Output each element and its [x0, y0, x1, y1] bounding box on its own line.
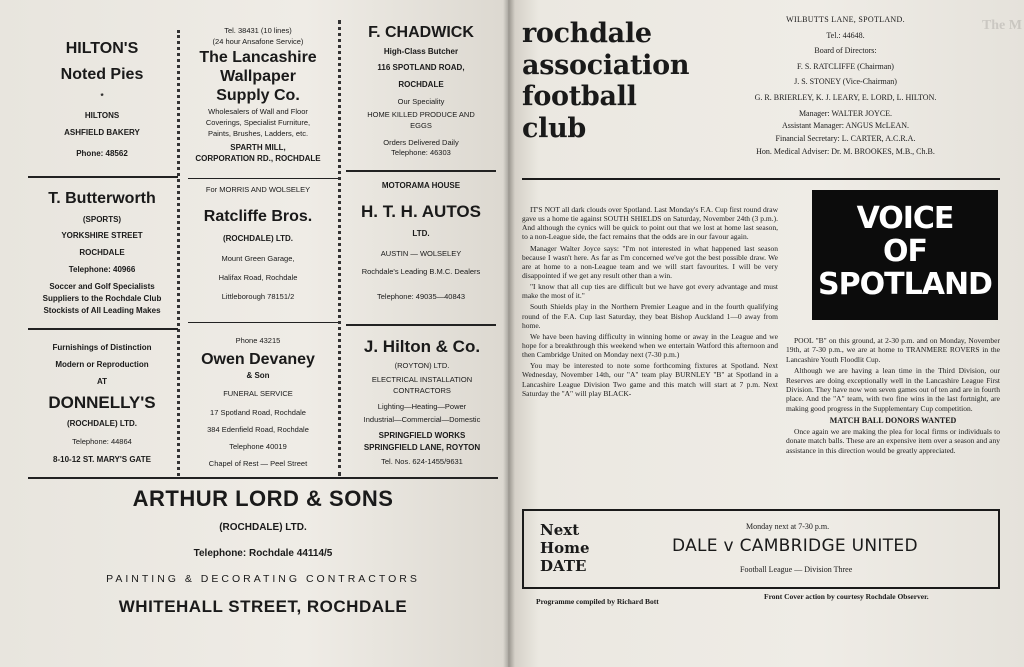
fixture-teams: DALE v CAMBRIDGE UNITED [672, 536, 918, 556]
article-paragraph: "I know that all cup ties are difficult but we have got every advantage and must make the most of it." [522, 282, 778, 301]
advert-arthur-lord [28, 486, 498, 617]
show-through-text: The M [981, 18, 1022, 33]
advert-address: Halifax Road, Rochdale [218, 273, 298, 283]
advert-line: LTD. [412, 228, 430, 238]
advert-line: CONTRACTORS [393, 385, 451, 395]
advert-line: For MORRIS AND WOLSELEY [205, 185, 311, 194]
advert-phone: Tel. Nos. 624-1455/9631 [381, 456, 463, 466]
row-divider [188, 322, 338, 323]
banner-line: SPOTLAND [818, 267, 992, 302]
advert-name: Ratcliffe Bros. [203, 207, 313, 225]
advert-address: WHITEHALL STREET, ROCHDALE [118, 597, 408, 616]
club-title-line: association [522, 49, 690, 81]
advert-line: (ROYTON) LTD. [394, 360, 450, 370]
advert-name: ARTHUR LORD & SONS [132, 486, 394, 511]
advert-address: ROCHDALE [79, 248, 125, 258]
advert-address: 8-10-12 ST. MARY'S GATE [53, 455, 151, 464]
advert-phone: Telephone: 46303 [391, 148, 451, 158]
fixture-label-line: Home [540, 539, 590, 557]
board-member: Hon. Medical Adviser: Dr. M. BROOKES, M.B., Ch.B. [756, 147, 935, 157]
column-divider-2 [338, 20, 341, 476]
advert-line: Orders Delivered Daily [383, 137, 459, 147]
advert-line: Stockists of All Leading Makes [43, 305, 161, 315]
next-home-fixture-box [522, 509, 1000, 589]
advert-name: H. T. H. AUTOS [361, 201, 481, 221]
advert-address: YORKSHIRE STREET [61, 231, 143, 241]
page-gutter [503, 0, 515, 667]
advert-line: HOME KILLED PRODUCE AND [367, 109, 475, 119]
fixture-label-line: Next [540, 521, 580, 539]
board-member: J. S. STONEY (Vice-Chairman) [794, 77, 897, 87]
advert-address: 116 SPOTLAND ROAD, [377, 63, 465, 73]
advert-name: J. Hilton & Co. [363, 337, 481, 356]
advert-line: ASHFIELD BAKERY [64, 127, 140, 137]
news-paragraph: POOL "B" on this ground, at 2-30 p.m. and on Monday, November 19th, at 7-30 p.m., we are at home to TRANMERE ROVERS in the Lancashire Youth Floodlit Cup. [786, 336, 1000, 364]
advert-name: DONNELLY'S [48, 393, 156, 413]
article-paragraph: Manager Walter Joyce says: "I'm not interested in what happened last season because I wasn't here. As far as I'm concerned we've got the best possible draw. We are at home to a non-League team and we will start favourites. I will be very disappointed if we get any result other than a win. [522, 243, 778, 280]
bottom-ad-divider [28, 477, 498, 479]
advert-line: Chapel of Rest — Peel Street [208, 458, 308, 468]
club-news-column [786, 336, 1000, 457]
advert-lancashire-wallpaper [182, 26, 334, 164]
fixture-label-line: DATE [540, 557, 587, 575]
advert-name: HILTON'S [65, 40, 139, 57]
advert-name: Supply Co. [216, 87, 300, 105]
advert-phone: Littleborough 78151/2 [221, 292, 295, 302]
fixture-competition: Football League — Division Three [740, 565, 853, 574]
advert-line: Furnishings of Distinction [52, 343, 152, 352]
advert-address: 17 Spotland Road, Rochdale [210, 408, 306, 418]
advert-line: Paints, Brushes, Ladders, etc. [207, 129, 309, 139]
row-divider [28, 176, 178, 178]
article-paragraph: We have been having difficulty in winning home or away in the League and we hope for a breakthrough this weekend when we entertain Watford this afternoon and then Cambridge United on Monday next (7-30 p.m.) [522, 331, 778, 360]
advert-phone: Telephone: 40966 [68, 264, 136, 274]
advert-address: CORPORATION RD., ROCHDALE [195, 154, 321, 164]
advert-butterworth [28, 188, 176, 317]
advert-phone: Telephone: Rochdale 44114/5 [193, 548, 333, 559]
advert-name: Wallpaper [220, 67, 296, 85]
advert-phone: Telephone: 44864 [72, 437, 132, 447]
advert-hiltons-pies [28, 38, 176, 160]
advert-line: Modern or Reproduction [55, 359, 149, 369]
board-heading: Board of Directors: [814, 46, 877, 56]
next-home-date-label [540, 521, 590, 575]
right-page-club [508, 0, 1024, 667]
advert-address: SPARTH MILL, [230, 142, 286, 152]
news-paragraph: Although we are having a lean time in the Third Division, our Reserves are doing exceptionally well in the Lancashire League First Division. They have now won seven games out of ten and are in fourth place. And the "A" team, with two fine wins in the last fortnight, are making good progress in the Supplementary Cup competition. [786, 366, 1000, 413]
advert-line: & Son [246, 371, 270, 381]
advert-phone: Phone: 48562 [76, 148, 128, 158]
advert-address: ROCHDALE [398, 80, 444, 90]
news-paragraph: Once again we are making the plea for local firms or individuals to donate match balls. These are an expensive item over a season and any assistance in this direction would be greatly appreciated. [786, 427, 1000, 455]
board-member: F. S. RATCLIFFE (Chairman) [797, 61, 894, 71]
advert-line: (24 hour Ansafone Service) [212, 36, 304, 46]
advert-j-hilton [344, 336, 500, 468]
advert-chadwick [344, 22, 498, 159]
advert-name: T. Butterworth [48, 190, 156, 207]
advert-phone: Telephone: 49035—40843 [377, 292, 465, 302]
advert-line: ELECTRICAL INSTALLATION [371, 374, 473, 384]
advert-address: SPRINGFIELD WORKS [378, 431, 466, 441]
advert-line: HILTONS [84, 110, 120, 120]
club-title-line: club [522, 112, 587, 144]
board-member: G. R. BRIERLEY, K. J. LEARY, E. LORD, L. HILTON. [754, 92, 937, 102]
advert-line: MOTORAMA HOUSE [381, 181, 461, 190]
advert-line: FUNERAL SERVICE [223, 389, 293, 399]
advert-line: (ROCHDALE) LTD. [66, 419, 138, 429]
board-member: Manager: WALTER JOYCE. [798, 108, 893, 118]
star-ornament: * [100, 92, 104, 102]
advert-line: Coverings, Specialist Furniture, [205, 118, 311, 128]
advert-address: 384 Edenfield Road, Rochdale [207, 425, 309, 435]
club-title-line: football [522, 81, 637, 113]
fixture-time: Monday next at 7-30 p.m. [746, 522, 830, 531]
advert-address: Mount Green Garage, [221, 254, 295, 264]
club-title [522, 18, 689, 144]
advert-line: (ROCHDALE) LTD. [219, 522, 307, 533]
advert-hth-autos [344, 180, 498, 303]
header-rule [522, 178, 1000, 180]
advert-line: Suppliers to the Rochdale Club [42, 293, 162, 303]
advert-line: Rochdale's Leading B.M.C. Dealers [361, 267, 481, 277]
advert-line: Industrial—Commercial—Domestic [363, 415, 481, 425]
advert-line: Soccer and Golf Specialists [49, 281, 155, 291]
club-address: WILBUTTS LANE, SPOTLAND. [786, 15, 905, 24]
advert-name: The Lancashire [199, 48, 317, 66]
advert-phone: Phone 43215 [235, 336, 281, 345]
advert-name: Owen Devaney [201, 350, 315, 368]
board-member: Assistant Manager: ANGUS McLEAN. [781, 121, 910, 131]
board-member: Financial Secretary: L. CARTER, A.C.R.A. [775, 133, 916, 143]
club-phone: Tel.: 44648. [826, 30, 865, 40]
advert-owen-devaney [182, 336, 334, 470]
board-of-directors [723, 12, 968, 158]
advert-phone: Telephone 40019 [229, 441, 287, 451]
row-divider [28, 328, 178, 330]
banner-line: VOICE [856, 201, 954, 236]
advert-address: SPRINGFIELD LANE, ROYTON [363, 442, 481, 452]
row-divider [188, 178, 338, 179]
article-paragraph: South Shields play in the Northern Premier League and in the fourth qualifying round of the F.A. Cup last Saturday, they beat Bishop Auckland 1—0 away from home. [522, 302, 778, 330]
advert-line: (ROCHDALE) LTD. [222, 234, 294, 244]
advert-line: AT [96, 376, 108, 386]
banner-line: OF [883, 234, 927, 269]
photo-credit: Front Cover action by courtesy Rochdale Observer. [764, 592, 929, 601]
article-paragraph: You may be interested to note some forthcoming fixtures at Spotland. Next Wednesday, November 14th, our "A" team play BURNLEY "B" at Spotland in a Lancashire League Division Two game and this match will start at 7 p.m. Next Saturday the "A" will play BLACK- [522, 361, 778, 398]
advert-ratcliffe-bros [182, 185, 334, 303]
advert-name: F. CHADWICK [368, 24, 474, 41]
advert-line: PAINTING & DECORATING CONTRACTORS [106, 573, 420, 585]
row-divider [346, 170, 496, 172]
left-page-adverts [0, 0, 508, 667]
advert-line: Wholesalers of Wall and Floor [208, 107, 308, 117]
advert-donnellys [28, 342, 176, 467]
advert-line: High-Class Butcher [383, 46, 459, 56]
row-divider [346, 324, 496, 326]
programme-credit: Programme compiled by Richard Bott [536, 597, 659, 606]
advert-line: Our Speciality [397, 96, 445, 106]
article-paragraph: IT'S NOT all dark clouds over Spotland. Last Monday's F.A. Cup first round draw gave us a home tie against SOUTH SHIELDS on Saturday, November 24th (3 p.m.). And although the cynics will be quick to point out that we lost at home last season, to a non-League side, the fact remains that the odds are in our favour again. [522, 205, 778, 242]
voice-of-spotland-banner [812, 190, 998, 320]
club-title-line: rochdale [522, 18, 652, 49]
advert-line: EGGS [410, 120, 432, 130]
advert-line: (SPORTS) [82, 214, 122, 224]
advert-phone: Tel. 38431 (10 lines) [224, 26, 292, 35]
advert-line: AUSTIN — WOLSELEY [380, 248, 462, 258]
advert-line: Lighting—Heating—Power [377, 401, 467, 411]
advert-name: Noted Pies [60, 65, 144, 83]
column-divider-1 [177, 30, 180, 476]
news-subheading: MATCH BALL DONORS WANTED [829, 416, 957, 425]
cup-tie-article [522, 205, 778, 400]
